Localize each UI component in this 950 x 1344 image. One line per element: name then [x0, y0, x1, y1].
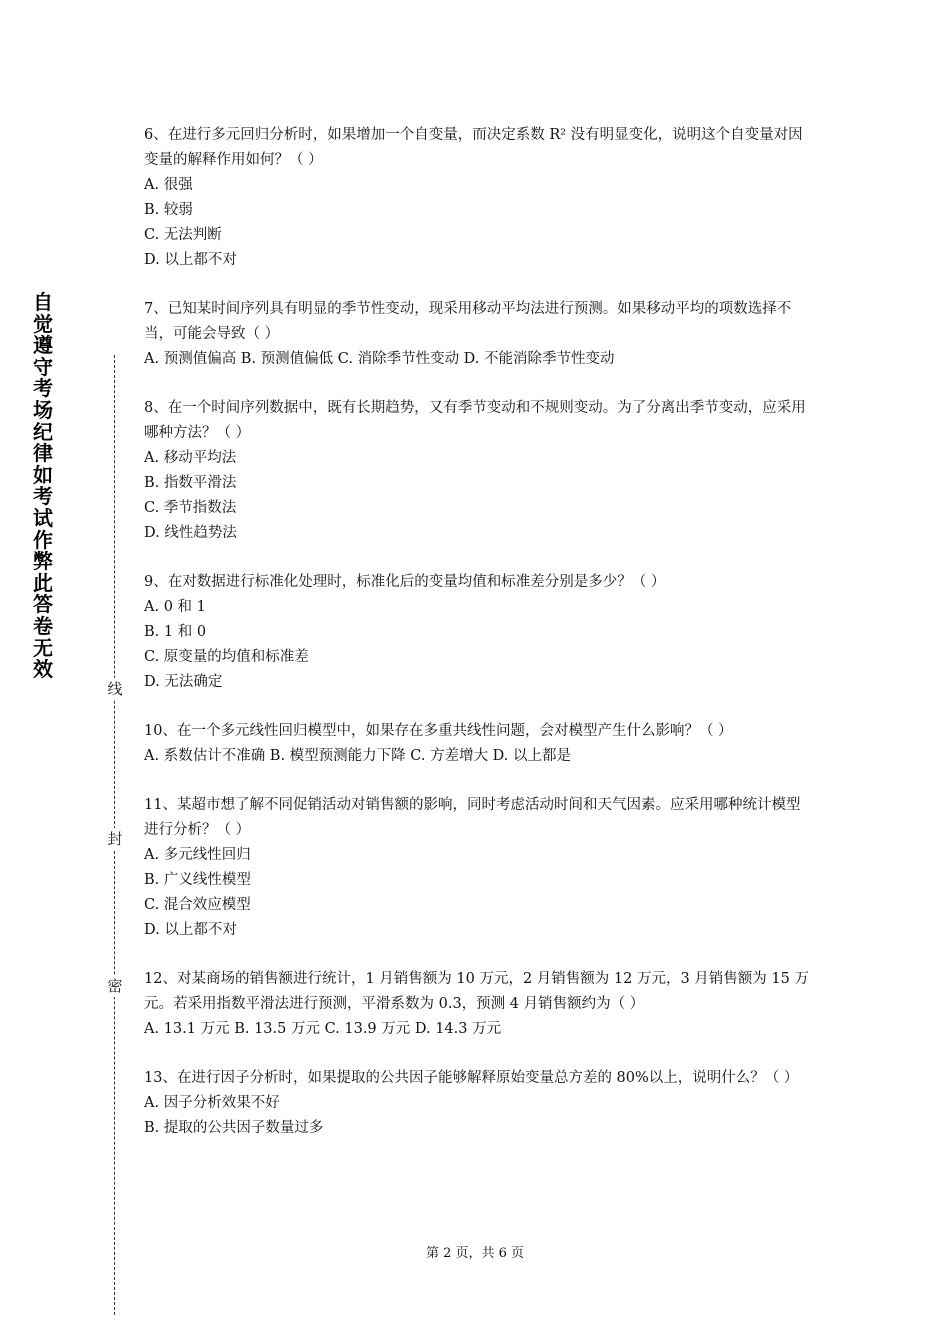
options-inline: A. 13.1 万元 B. 13.5 万元 C. 13.9 万元 D. 14.3 万元	[144, 1021, 502, 1037]
option-d: D. 线性趋势法	[144, 525, 237, 541]
option-d: D. 无法确定	[144, 674, 223, 690]
question-stem: 10、在一个多元线性回归模型中，如果存在多重共线性问题，会对模型产生什么影响？（ ）	[144, 723, 733, 739]
question-stem: 11、某超市想了解不同促销活动对销售额的影响，同时考虑活动时间和天气因素。应采用哪种统计模型进行分析？（ ）	[144, 797, 801, 838]
question-stem: 6、在进行多元回归分析时，如果增加一个自变量，而决定系数 R² 没有明显变化，说明这个自变量对因变量的解释作用如何？（ ）	[144, 127, 803, 168]
question-stem: 12、对某商场的销售额进行统计，1 月销售额为 10 万元，2 月销售额为 12 万元，3 月销售额为 15 万元。若采用指数平滑法进行预测，平滑系数为 0.3，预测 4 月销售额约为（ ）	[144, 971, 809, 1012]
question-11	[144, 793, 809, 943]
question-stem: 7、已知某时间序列具有明显的季节性变动，现采用移动平均法进行预测。如果移动平均的项数选择不当，可能会导致（ ）	[144, 301, 792, 342]
option-d: D. 以上都不对	[144, 922, 237, 938]
option-a: A. 0 和 1	[144, 599, 206, 615]
option-a: A. 因子分析效果不好	[144, 1095, 280, 1111]
option-c: C. 季节指数法	[144, 500, 237, 516]
option-c: C. 原变量的均值和标准差	[144, 649, 309, 665]
option-c: C. 无法判断	[144, 227, 222, 243]
question-list	[144, 123, 809, 1165]
question-7	[144, 297, 809, 372]
option-b: B. 较弱	[144, 202, 193, 218]
seal-mark-seal: 封	[107, 830, 123, 848]
option-b: B. 提取的公共因子数量过多	[144, 1120, 324, 1136]
options-inline: A. 预测值偏高 B. 预测值偏低 C. 消除季节性变动 D. 不能消除季节性变动	[144, 351, 615, 367]
option-b: B. 1 和 0	[144, 624, 207, 640]
seal-mark-secret: 密	[107, 977, 123, 995]
options-inline: A. 系数估计不准确 B. 模型预测能力下降 C. 方差增大 D. 以上都是	[144, 748, 572, 764]
option-a: A. 很强	[144, 177, 193, 193]
question-stem: 9、在对数据进行标准化处理时，标准化后的变量均值和标准差分别是多少？（ ）	[144, 574, 666, 590]
question-10	[144, 719, 809, 769]
question-9	[144, 570, 809, 695]
question-13	[144, 1066, 809, 1141]
seal-mark-line: 线	[107, 680, 123, 698]
option-b: B. 指数平滑法	[144, 475, 237, 491]
exam-discipline-notice: 自觉遵守考场纪律如考试作弊此答卷无效	[33, 290, 53, 682]
question-stem: 13、在进行因子分析时，如果提取的公共因子能够解释原始变量总方差的 80%以上，说明什么？（ ）	[144, 1070, 799, 1086]
question-12	[144, 967, 809, 1042]
option-c: C. 混合效应模型	[144, 897, 251, 913]
option-a: A. 移动平均法	[144, 450, 237, 466]
question-8	[144, 396, 809, 546]
question-6	[144, 123, 809, 273]
option-b: B. 广义线性模型	[144, 872, 251, 888]
option-d: D. 以上都不对	[144, 252, 237, 268]
page-number-footer: 第 2 页，共 6 页	[425, 1246, 525, 1261]
option-a: A. 多元线性回归	[144, 847, 251, 863]
question-stem: 8、在一个时间序列数据中，既有长期趋势，又有季节变动和不规则变动。为了分离出季节变动，应采用哪种方法？（ ）	[144, 400, 806, 441]
